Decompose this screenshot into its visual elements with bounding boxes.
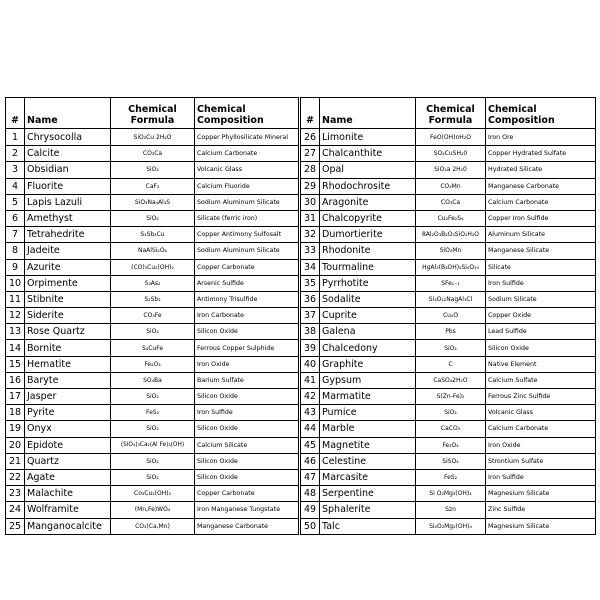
mineral-name: Sodalite xyxy=(319,292,415,307)
chemical-formula: Fe₂O₃ xyxy=(110,357,194,372)
table-row xyxy=(301,129,595,145)
table-row xyxy=(301,453,595,469)
chemical-formula: SiO₃Cu 2H₂O xyxy=(110,129,194,145)
mineral-name: Orpimente xyxy=(24,276,110,291)
row-number: 49 xyxy=(303,504,317,516)
mineral-name: Galena xyxy=(319,324,415,339)
minerals-table-right xyxy=(300,97,596,535)
table-row xyxy=(301,145,595,161)
mineral-name: Marmatite xyxy=(319,389,415,404)
table-header xyxy=(6,98,298,129)
chemical-formula: SFe₁₋₁ xyxy=(415,276,485,291)
row-number: 30 xyxy=(303,196,317,208)
chemical-formula: S₃Sb₄Cu xyxy=(110,227,194,242)
mineral-name: Marble xyxy=(319,421,415,436)
table-row xyxy=(6,307,298,323)
mineral-name: Graphite xyxy=(319,357,415,372)
chemical-composition: Strontium Sulfate xyxy=(485,454,595,469)
chemical-formula: 8Al₂O₃B₂O₃SiO₂H₂O xyxy=(415,227,485,242)
chemical-formula: S₃Sb₂ xyxy=(110,292,194,307)
table-row xyxy=(301,210,595,226)
chemical-composition: Calcium Carbonate xyxy=(485,421,595,436)
table-row xyxy=(6,178,298,194)
table-row xyxy=(6,518,298,534)
mineral-name: Cuprite xyxy=(319,308,415,323)
chemical-composition: Iron Ore xyxy=(485,129,595,145)
chemical-formula: CO₃Ca xyxy=(110,146,194,161)
chemical-formula: CO₃Mn xyxy=(415,179,485,194)
mineral-name: Pumice xyxy=(319,405,415,420)
chemical-composition: Manganese Silicate xyxy=(485,243,595,258)
table-row xyxy=(6,226,298,242)
row-number: 15 xyxy=(8,358,22,370)
table-row xyxy=(6,275,298,291)
table-row xyxy=(301,307,595,323)
row-number: 10 xyxy=(8,277,22,289)
table-header xyxy=(301,98,595,129)
chemical-formula: CaCO₃ xyxy=(415,421,485,436)
chemical-formula: SiO₂ xyxy=(110,454,194,469)
chemical-formula: SO₄CuSH₂0 xyxy=(415,146,485,161)
table-row xyxy=(6,372,298,388)
mineral-name: Bornite xyxy=(24,340,110,355)
table-row xyxy=(301,291,595,307)
chemical-composition: Volcanic Glass xyxy=(485,405,595,420)
table-row xyxy=(6,129,298,145)
mineral-name: Serpentine xyxy=(319,486,415,501)
row-number: 7 xyxy=(11,229,19,241)
mineral-name: Wolframite xyxy=(24,502,110,517)
table-row xyxy=(301,404,595,420)
row-number: 29 xyxy=(303,180,317,192)
row-number: 48 xyxy=(303,488,317,500)
chemical-composition: Lead Sulfide xyxy=(485,324,595,339)
chemical-formula: SiO₂ xyxy=(110,421,194,436)
chemical-composition: Magnesium Silicate xyxy=(485,519,595,534)
mineral-name: Jadeite xyxy=(24,243,110,258)
row-number: 14 xyxy=(8,342,22,354)
chemical-formula: Cu₂Fe₂S₄ xyxy=(415,211,485,226)
chemical-formula: SiO₂ xyxy=(110,211,194,226)
row-number: 36 xyxy=(303,293,317,305)
chemical-formula: SiO₂ xyxy=(415,405,485,420)
chemical-formula: Si O₂Mg₃(OH)₄ xyxy=(415,486,485,501)
chemical-composition: Aluminum Silicate xyxy=(485,227,595,242)
chemical-formula: Si₂O₂Mg₂(OH)₄ xyxy=(415,519,485,534)
chemical-formula: FeS₂ xyxy=(110,405,194,420)
chemical-composition: Native Element xyxy=(485,357,595,372)
table-row xyxy=(301,356,595,372)
row-number: 20 xyxy=(8,439,22,451)
row-number: 42 xyxy=(303,391,317,403)
mineral-name: Malachite xyxy=(24,486,110,501)
chemical-composition: Silicate (ferric iron) xyxy=(194,211,298,226)
table-row xyxy=(6,291,298,307)
row-number: 32 xyxy=(303,229,317,241)
row-number: 34 xyxy=(303,261,317,273)
table-row xyxy=(6,453,298,469)
header-formula: Chemical Formula xyxy=(415,98,485,128)
mineral-name: Jasper xyxy=(24,389,110,404)
table-row xyxy=(6,259,298,275)
chemical-composition: Calcium Sulfate xyxy=(485,373,595,388)
mineral-name: Celestine xyxy=(319,454,415,469)
row-number: 16 xyxy=(8,374,22,386)
mineral-name: Talc xyxy=(319,519,415,534)
chemical-formula: CO₃(Ca,Mn) xyxy=(110,519,194,534)
mineral-name: Stibnite xyxy=(24,292,110,307)
mineral-name: Fluorite xyxy=(24,179,110,194)
table-row xyxy=(6,323,298,339)
table-row xyxy=(6,469,298,485)
row-number: 28 xyxy=(303,164,317,176)
table-row xyxy=(301,275,595,291)
table-body xyxy=(301,129,595,534)
header-composition: Chemical Composition xyxy=(194,98,298,128)
table-body xyxy=(6,129,298,534)
chemical-formula: Pbs xyxy=(415,324,485,339)
chemical-formula: FeO(OH)nH₂O xyxy=(415,129,485,145)
table-row xyxy=(301,242,595,258)
chemical-composition: Copper Carbonate xyxy=(194,486,298,501)
table-row xyxy=(6,339,298,355)
chemical-composition: Arsenic Sulfide xyxy=(194,276,298,291)
chemical-formula: S₃As₂ xyxy=(110,276,194,291)
mineral-name: Limonite xyxy=(319,129,415,145)
row-number: 19 xyxy=(8,423,22,435)
table-row xyxy=(301,226,595,242)
chemical-formula: SiO₂ xyxy=(110,324,194,339)
row-number: 9 xyxy=(11,261,19,273)
chemical-formula: SiO₂ xyxy=(110,162,194,177)
chemical-composition: Copper Oxide xyxy=(485,308,595,323)
mineral-name: Baryte xyxy=(24,373,110,388)
table-row xyxy=(6,501,298,517)
table-row xyxy=(6,356,298,372)
table-row xyxy=(301,437,595,453)
chemical-formula: SiO₂a 2H₂0 xyxy=(415,162,485,177)
row-number: 12 xyxy=(8,310,22,322)
chemical-composition: Copper Iron Sulfide xyxy=(485,211,595,226)
chemical-composition: Zinc Sulfide xyxy=(485,502,595,517)
row-number: 11 xyxy=(8,293,22,305)
mineral-name: Rhodonite xyxy=(319,243,415,258)
row-number: 46 xyxy=(303,455,317,467)
mineral-name: Rose Quartz xyxy=(24,324,110,339)
chemical-composition: Silicon Oxide xyxy=(485,340,595,355)
mineral-name: Gypsum xyxy=(319,373,415,388)
chemical-composition: Barium Sulfate xyxy=(194,373,298,388)
row-number: 45 xyxy=(303,439,317,451)
chemical-formula: C xyxy=(415,357,485,372)
mineral-name: Calcite xyxy=(24,146,110,161)
chemical-composition: Iron Manganese Tungstate xyxy=(194,502,298,517)
row-number: 17 xyxy=(8,391,22,403)
chemical-formula: SiO₂ xyxy=(110,389,194,404)
row-number: 39 xyxy=(303,342,317,354)
table-row xyxy=(6,242,298,258)
mineral-name: Chrysocolla xyxy=(24,129,110,145)
chemical-composition: Copper Carbonate xyxy=(194,260,298,275)
mineral-name: Epidote xyxy=(24,438,110,453)
table-row xyxy=(301,518,595,534)
row-number: 37 xyxy=(303,310,317,322)
row-number: 13 xyxy=(8,326,22,338)
table-row xyxy=(301,485,595,501)
chemical-composition: Sodium Silicate xyxy=(485,292,595,307)
row-number: 26 xyxy=(303,131,317,143)
chemical-composition: Sodium Aluminum Silicate xyxy=(194,195,298,210)
chemical-formula: HgAl₃(B₃OH)₂Si₄O₁₉ xyxy=(415,260,485,275)
table-row xyxy=(6,485,298,501)
chemical-formula: (CO)₃Cu₂(OH)₂ xyxy=(110,260,194,275)
row-number: 35 xyxy=(303,277,317,289)
row-number: 6 xyxy=(11,213,19,225)
mineral-name: Chalcedony xyxy=(319,340,415,355)
table-row xyxy=(301,161,595,177)
mineral-name: Agate xyxy=(24,470,110,485)
chemical-composition: Silicon Oxide xyxy=(194,389,298,404)
chemical-formula: Szn xyxy=(415,502,485,517)
chemical-composition: Manganese Carbonate xyxy=(485,179,595,194)
header-name: Name xyxy=(319,98,415,128)
row-number: 44 xyxy=(303,423,317,435)
mineral-name: Siderite xyxy=(24,308,110,323)
chemical-formula: SiO₄Na₄Al₃S xyxy=(110,195,194,210)
table-row xyxy=(301,194,595,210)
chemical-composition: Magnesium Silicate xyxy=(485,486,595,501)
mineral-name: Amethyst xyxy=(24,211,110,226)
mineral-name: Aragonite xyxy=(319,195,415,210)
mineral-name: Dumortierite xyxy=(319,227,415,242)
row-number: 23 xyxy=(8,488,22,500)
mineral-name: Azurite xyxy=(24,260,110,275)
chemical-formula: Si₃O₁₂NagAl₃Cl xyxy=(415,292,485,307)
chemical-composition: Copper Hydrated Sulfate xyxy=(485,146,595,161)
chemical-composition: Silicon Oxide xyxy=(194,454,298,469)
chemical-formula: SiO₂Mn xyxy=(415,243,485,258)
chemical-formula: CaSO₄2H₂O xyxy=(415,373,485,388)
mineral-name: Manganocalcite xyxy=(24,519,110,534)
chemical-formula: Co₃Cu₂(OH)₂ xyxy=(110,486,194,501)
table-row xyxy=(301,388,595,404)
header-formula: Chemical Formula xyxy=(110,98,194,128)
mineral-name: Tetrahedrite xyxy=(24,227,110,242)
row-number: 22 xyxy=(8,472,22,484)
chemical-composition: Silicon Oxide xyxy=(194,470,298,485)
row-number: 18 xyxy=(8,407,22,419)
row-number: 31 xyxy=(303,213,317,225)
row-number: 40 xyxy=(303,358,317,370)
table-row xyxy=(301,420,595,436)
row-number: 47 xyxy=(303,472,317,484)
row-number: 5 xyxy=(11,196,19,208)
table-row xyxy=(6,161,298,177)
table-row xyxy=(6,210,298,226)
mineral-name: Tourmaline xyxy=(319,260,415,275)
header-composition: Chemical Composition xyxy=(485,98,595,128)
table-row xyxy=(301,501,595,517)
row-number: 43 xyxy=(303,407,317,419)
chemical-composition: Ferrous Copper Sulphide xyxy=(194,340,298,355)
chemical-formula: SO₄Ba xyxy=(110,373,194,388)
chemical-formula: S₄CuFe xyxy=(110,340,194,355)
table-row xyxy=(301,339,595,355)
mineral-name: Rhodochrosite xyxy=(319,179,415,194)
table-row xyxy=(301,323,595,339)
chemical-composition: Calcium Carbonate xyxy=(485,195,595,210)
mineral-name: Pyrite xyxy=(24,405,110,420)
chemical-composition: Iron Oxide xyxy=(485,438,595,453)
chemical-composition: Antimony Trisulfide xyxy=(194,292,298,307)
row-number: 1 xyxy=(11,131,19,143)
chemical-composition: Ferrous Zinc Sulfide xyxy=(485,389,595,404)
table-row xyxy=(6,420,298,436)
chemical-composition: Silicon Oxide xyxy=(194,324,298,339)
chemical-composition: Manganese Carbonate xyxy=(194,519,298,534)
table-row xyxy=(301,469,595,485)
minerals-table-left xyxy=(5,97,299,535)
mineral-name: Chalcopyrite xyxy=(319,211,415,226)
mineral-name: Quartz xyxy=(24,454,110,469)
chemical-composition: Copper Antimony Sulfosalt xyxy=(194,227,298,242)
chemical-formula: SiO₂ xyxy=(110,470,194,485)
mineral-name: Obsidian xyxy=(24,162,110,177)
mineral-name: Opal xyxy=(319,162,415,177)
table-row xyxy=(6,437,298,453)
chemical-formula: (Mn,Fe)WO₄ xyxy=(110,502,194,517)
chemical-composition: Hydrated Silicate xyxy=(485,162,595,177)
row-number: 8 xyxy=(11,245,19,257)
mineral-name: Lapis Lazuli xyxy=(24,195,110,210)
row-number: 33 xyxy=(303,245,317,257)
row-number: 21 xyxy=(8,455,22,467)
chemical-formula: FeS₂ xyxy=(415,470,485,485)
mineral-name: Hematite xyxy=(24,357,110,372)
chemical-composition: Iron Sulfide xyxy=(485,276,595,291)
table-row xyxy=(301,178,595,194)
table-row xyxy=(6,145,298,161)
table-row xyxy=(6,388,298,404)
row-number: 50 xyxy=(303,520,317,532)
mineral-name: Magnetite xyxy=(319,438,415,453)
chemical-formula: S(Zn-Fe)₂ xyxy=(415,389,485,404)
chemical-composition: Sodium Aluminum Silicate xyxy=(194,243,298,258)
chemical-formula: CO₃Fe xyxy=(110,308,194,323)
chemical-composition: Silicate xyxy=(485,260,595,275)
row-number: 3 xyxy=(11,164,19,176)
chemical-composition: Iron Sulfide xyxy=(485,470,595,485)
chemical-formula: (SiO₄)₃Ca₂(Al Fe)₃(OH) xyxy=(110,438,194,453)
chemical-composition: Calcium Carbonate xyxy=(194,146,298,161)
chemical-formula: Fe₃O₄ xyxy=(415,438,485,453)
table-row xyxy=(6,404,298,420)
chemical-composition: Copper Phyllosilicate Mineral xyxy=(194,129,298,145)
mineral-name: Pyrrhotite xyxy=(319,276,415,291)
mineral-name: Onyx xyxy=(24,421,110,436)
mineral-name: Marcasite xyxy=(319,470,415,485)
chemical-formula: NaAlSi₂O₆ xyxy=(110,243,194,258)
mineral-name: Chalcanthite xyxy=(319,146,415,161)
header-number: # xyxy=(11,115,19,126)
chemical-formula: Cu₂O xyxy=(415,308,485,323)
chemical-composition: Silicon Oxide xyxy=(194,421,298,436)
chemical-composition: Calcium Fluoride xyxy=(194,179,298,194)
chemical-composition: Iron Sulfide xyxy=(194,405,298,420)
chemical-composition: Volcanic Glass xyxy=(194,162,298,177)
row-number: 25 xyxy=(8,520,22,532)
table-row xyxy=(6,194,298,210)
row-number: 27 xyxy=(303,148,317,160)
chemical-composition: Iron Oxide xyxy=(194,357,298,372)
header-number: # xyxy=(306,115,314,126)
row-number: 2 xyxy=(11,148,19,160)
chemical-composition: Calcium Silicate xyxy=(194,438,298,453)
chemical-composition: Iron Carbonate xyxy=(194,308,298,323)
chemical-formula: CaF₂ xyxy=(110,179,194,194)
row-number: 24 xyxy=(8,504,22,516)
table-row xyxy=(301,259,595,275)
chemical-formula: SiO₂ xyxy=(415,340,485,355)
chemical-formula: SiSO₄ xyxy=(415,454,485,469)
row-number: 41 xyxy=(303,374,317,386)
row-number: 4 xyxy=(11,180,19,192)
row-number: 38 xyxy=(303,326,317,338)
table-row xyxy=(301,372,595,388)
header-name: Name xyxy=(24,98,110,128)
chemical-formula: CO₃Ca xyxy=(415,195,485,210)
mineral-name: Sphalerite xyxy=(319,502,415,517)
